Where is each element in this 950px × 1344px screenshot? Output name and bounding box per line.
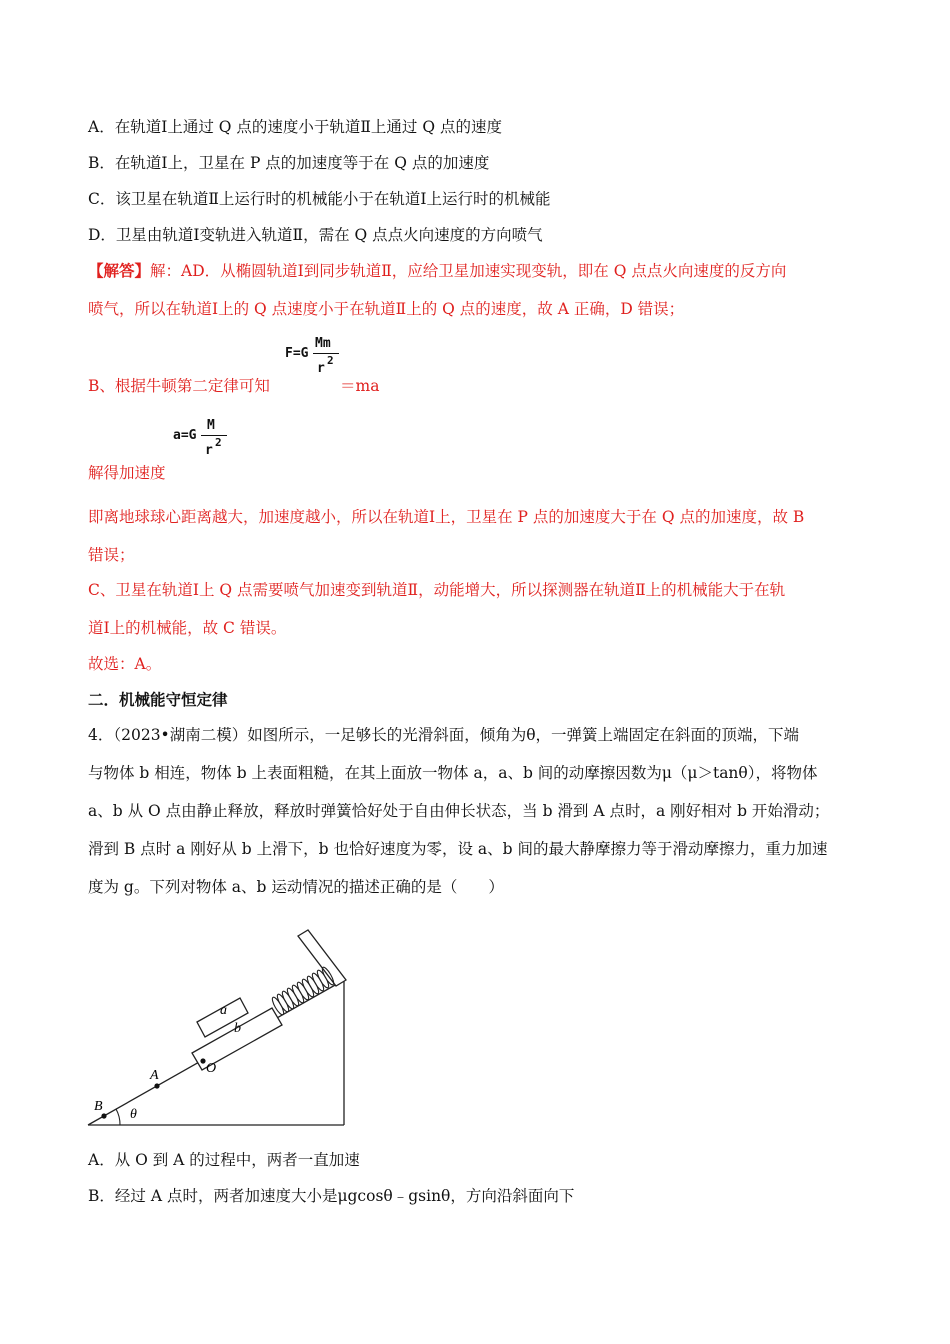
question4-line-2: 与物体 b 相连，物体 b 上表面粗糙，在其上面放一物体 a，a、b 间的动摩擦因数为μ（μ＞tanθ），将物体 xyxy=(88,764,818,782)
option-d-q3: D．卫星由轨道Ⅰ变轨进入轨道Ⅱ，需在 Q 点点火向速度的方向喷气 xyxy=(88,226,543,244)
answer-line-4: 错误； xyxy=(88,546,135,564)
answer-solve-text: 解得加速度 xyxy=(88,464,166,482)
answer-b-suffix: ＝ma xyxy=(340,377,380,395)
label-b: b xyxy=(234,1021,241,1036)
option-b-q4: B．经过 A 点时，两者加速度大小是μgcosθ﹣gsinθ，方向沿斜面向下 xyxy=(88,1187,575,1205)
option-b-q3: B．在轨道Ⅰ上，卫星在 P 点的加速度等于在 Q 点的加速度 xyxy=(88,154,490,172)
question4-line-3: a、b 从 O 点由静止释放，释放时弹簧恰好处于自由伸长状态，当 b 滑到 A 点时，a 刚好相对 b 开始滑动； xyxy=(88,802,830,820)
label-a: a xyxy=(220,1003,227,1018)
incline-figure xyxy=(80,910,360,1135)
answer-line-6: 道Ⅰ上的机械能，故 C 错误。 xyxy=(88,619,287,637)
answer-tag: 【解答】 xyxy=(88,261,151,280)
option-c-q3: C．该卫星在轨道Ⅱ上运行时的机械能小于在轨道Ⅰ上运行时的机械能 xyxy=(88,190,551,208)
option-a-q4: A．从 O 到 A 的过程中，两者一直加速 xyxy=(88,1151,360,1169)
answer-line-7: 故选：A。 xyxy=(88,655,162,673)
formula-newton: F=G Mm r 2 xyxy=(285,336,345,380)
label-O: O xyxy=(206,1061,217,1076)
label-B: B xyxy=(94,1099,103,1114)
answer-line-2: 喷气，所以在轨道Ⅰ上的 Q 点速度小于在轨道Ⅱ上的 Q 点的速度，故 A 正确，D 错误； xyxy=(88,300,685,318)
option-a-q3: A．在轨道Ⅰ上通过 Q 点的速度小于轨道Ⅱ上通过 Q 点的速度 xyxy=(88,118,502,136)
section-title: 二．机械能守恒定律 xyxy=(88,690,228,709)
question4-line-4: 滑到 B 点时 a 刚好从 b 上滑下，b 也恰好速度为零，设 a、b 间的最大静摩擦力等于滑动摩擦力，重力加速 xyxy=(88,840,828,858)
answer-b-prefix: B、根据牛顿第二定律可知 xyxy=(88,377,270,395)
answer-line-1: 【解答】解：AD．从椭圆轨道Ⅰ到同步轨道Ⅱ，应给卫星加速实现变轨，即在 Q 点点火向速度的反方向 xyxy=(88,261,787,280)
answer-line-5: C、卫星在轨道Ⅰ上 Q 点需要喷气加速变到轨道Ⅱ，动能增大，所以探测器在轨道Ⅱ上的机械能大于在轨 xyxy=(88,581,786,599)
question4-line-5: 度为 g。下列对物体 a、b 运动情况的描述正确的是（ ） xyxy=(88,878,504,896)
label-A: A xyxy=(150,1068,159,1083)
label-theta: θ xyxy=(130,1107,137,1122)
answer-line-3: 即离地球球心距离越大，加速度越小，所以在轨道Ⅰ上，卫星在 P 点的加速度大于在 Q 点的加速度，故 B xyxy=(88,508,805,526)
formula-acceleration: a=G M r 2 xyxy=(173,418,233,462)
question4-line-1: 4．（2023•湖南二模）如图所示，一足够长的光滑斜面，倾角为θ，一弹簧上端固定在斜面的顶端，下端 xyxy=(88,726,800,744)
